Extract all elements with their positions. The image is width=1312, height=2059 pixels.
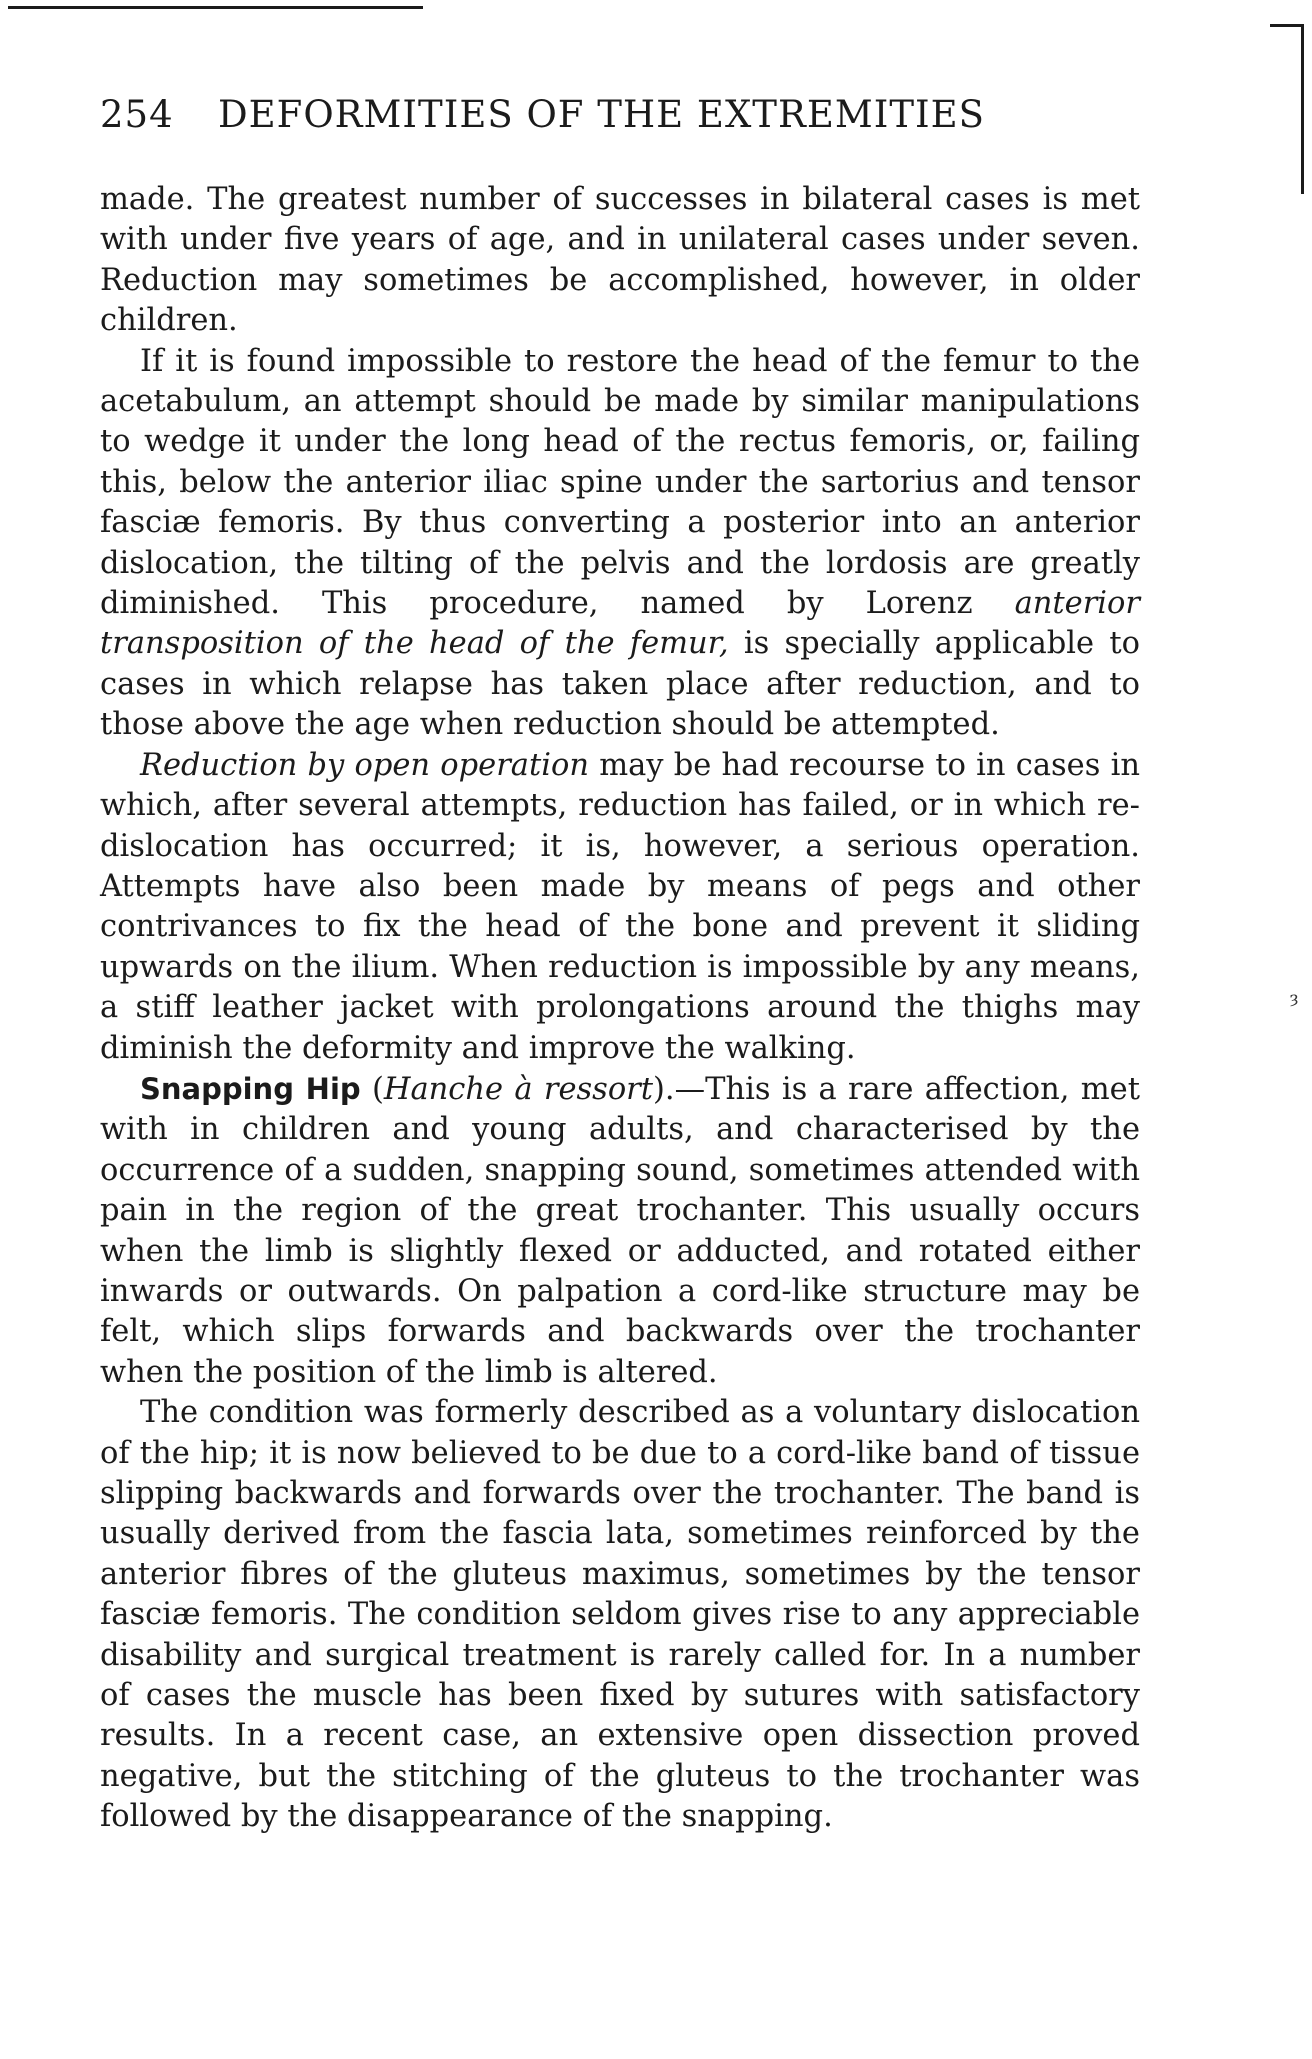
top-scan-rule xyxy=(8,6,423,9)
paragraph-3 xyxy=(100,746,1140,1069)
running-title: DEFORMITIES OF THE EXTREMITIES xyxy=(218,93,985,136)
section-heading-snapping-hip: Snapping Hip xyxy=(140,1071,361,1106)
paragraph-2-text-a: If it is found impossible to restore the head of the femur to the acetabulum, an attempt should be made by similar manipulations to wedge it under the long head of the rectus femoris, or, failing this, below the anterior iliac spine under the sartorius and tensor fasciæ femoris. By thus converting a posterior into an anterior dislocation, the tilting of the pelvis and the lordosis are greatly diminished. This procedure, named by Lorenz xyxy=(100,343,1140,622)
paragraph-4-paren: ( xyxy=(360,1071,384,1107)
paragraph-3-italic-lead: Reduction by open operation xyxy=(140,747,589,783)
margin-mark: ȝ xyxy=(1290,988,1299,1007)
paragraph-4-italic-french: Hanche à ressort xyxy=(383,1071,654,1107)
page-number: 254 xyxy=(100,93,174,136)
paragraph-2 xyxy=(100,342,1140,746)
paragraph-4 xyxy=(100,1069,1140,1393)
paragraph-4-text: ).—This is a rare affection, met with in children and young adults, and characterised by the occurrence of a sudden, snapping sound, sometimes attended with pain in the region of the great trochanter. This usually occurs when the limb is slightly flexed or adducted, and rotated either inwards or outwards. On palpation a cord-like structure may be felt, which slips forwards and backwards over the trochanter when the position of the limb is altered. xyxy=(100,1071,1140,1390)
paragraph-3-text: may be had recourse to in cases in which, after several attempts, reduction has failed, or in which re-dislocation has occurred; it is, however, a serious operation. Attempts have also been made by means of pegs and other contrivances to fix the head of the bone and prevent it sliding upwards on the ilium. When reduction is impossible by any means, a stiff leather jacket with prolongations around the thighs may diminish the deformity and improve the walking. xyxy=(100,747,1140,1066)
paragraph-2-text-b: is specially applicable to cases in which relapse has taken place after reduction, and to those above the age when reduction should be attempted. xyxy=(100,626,1140,743)
page-body xyxy=(100,180,1140,1838)
paragraph-5-text: The condition was formerly described as a voluntary dislocation of the hip; it is now believed to be due to a cord-like band of tissue slipping backwards and forwards over the trochanter. The band is usually derived from the fascia lata, sometimes reinforced by the anterior fibres of the gluteus maximus, sometimes by the tensor fasciæ femoris. The condition seldom gives rise to any appreciable disability and surgical treatment is rarely called for. In a number of cases the muscle has been fixed by sutures with satisfactory results. In a recent case, an extensive open dissection proved negative, but the stitching of the gluteus to the trochanter was followed by the disappearance of the snapping. xyxy=(100,1395,1140,1835)
paragraph-1-text: made. The greatest number of successes in bilateral cases is met with under five years of age, and in unilateral cases under seven. Reduction may sometimes be accomplished, however, in older children. xyxy=(100,182,1140,339)
page-edge-bracket xyxy=(1270,24,1304,194)
paragraph-5 xyxy=(100,1393,1140,1837)
paragraph-1 xyxy=(100,180,1140,342)
running-header xyxy=(100,92,1140,138)
paragraph-2-italic-term: anterior transposition of the head of the femur, xyxy=(100,586,1140,662)
